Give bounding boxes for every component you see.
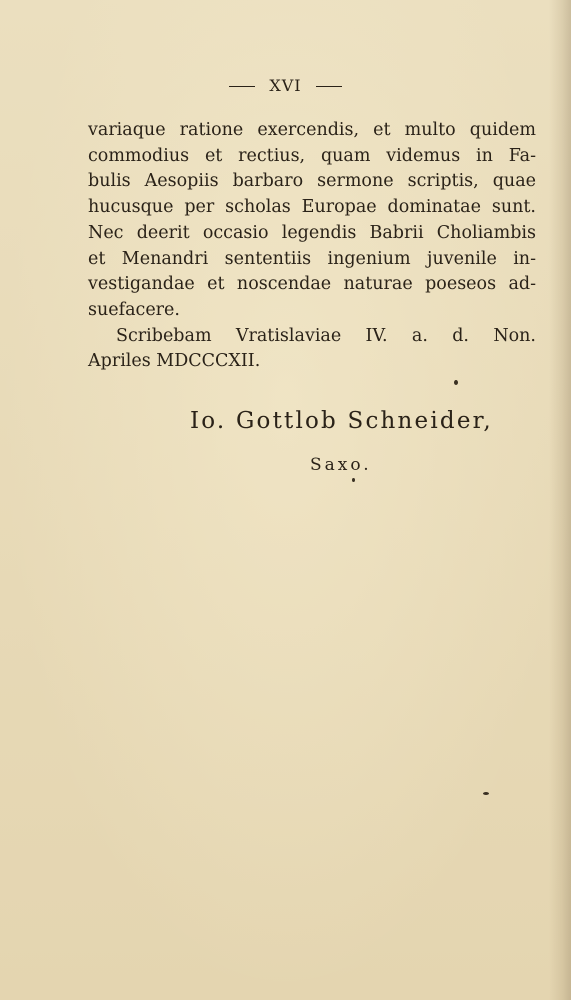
dateline: Scribebam Vratislaviae IV. a. d. Non.: [116, 325, 536, 346]
text-line: vestigandae et noscendae naturae poeseos ad-: [88, 274, 536, 295]
page-edge-shadow: [549, 0, 571, 1000]
text-line: et Menandri sententiis ingenium juvenile in-: [88, 248, 536, 269]
dateline: Apriles MDCCCXII.: [88, 351, 261, 372]
text-line: Nec deerit occasio legendis Babrii Choliambis: [88, 222, 536, 243]
page-header: [0, 76, 571, 95]
text-line: suefacere.: [88, 299, 180, 320]
author-signature: Io. Gottlob Schneider,: [190, 408, 493, 434]
ink-speck: [483, 792, 489, 795]
header-rule-left: [229, 86, 255, 87]
text-line: commodius et rectius, quam videmus in Fa-: [88, 145, 536, 166]
text-line: hucusque per scholas Europae dominatae sunt.: [88, 197, 536, 218]
header-rule-right: [316, 86, 342, 87]
ink-speck: [352, 478, 355, 482]
author-origin: Saxo.: [310, 455, 372, 475]
text-line: bulis Aesopiis barbaro sermone scriptis, quae: [88, 171, 536, 192]
ink-speck: [454, 380, 458, 385]
page-number: XVI: [269, 76, 302, 95]
text-line: variaque ratione exercendis, et multo quidem: [88, 120, 536, 140]
body-text: [88, 118, 536, 375]
